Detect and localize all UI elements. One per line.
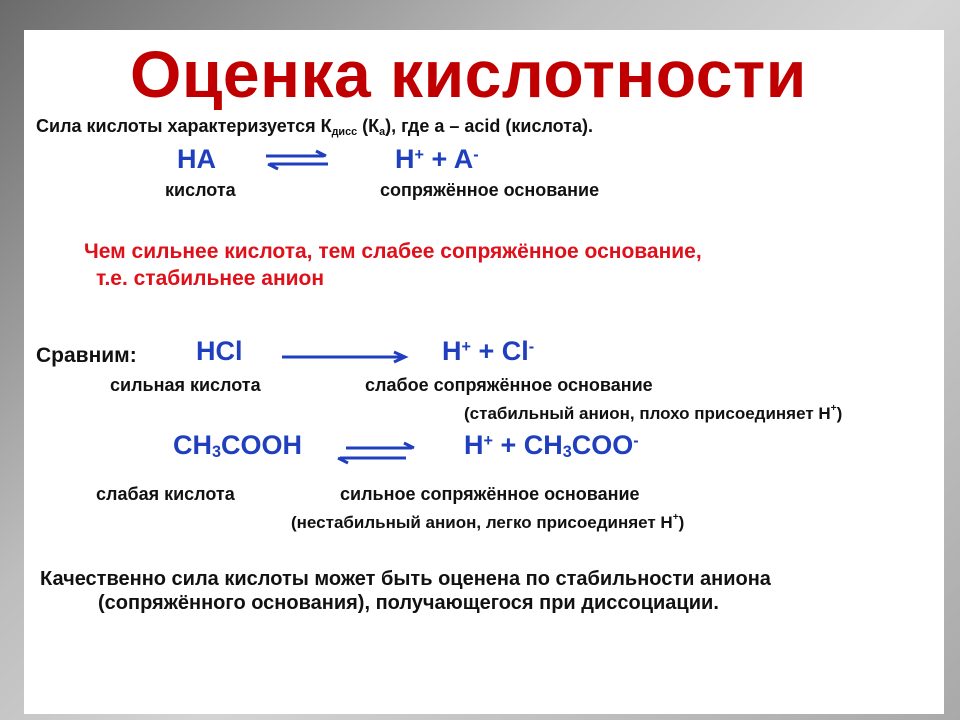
conclusion-line-1: Качественно сила кислоты может быть оценена по стабильности аниона [40,568,771,590]
equilibrium-arrow-icon [338,442,418,464]
equilibrium-arrow-icon [264,150,330,170]
intro-text: Сила кислоты характеризуется $К_{дисс}$ $(К_а)$, где a – acid (кислота). [36,116,594,138]
hcl-note: (стабильный анион, плохо присоединяет H+) [464,403,843,423]
slide-title: Оценка кислотности [130,37,807,111]
acetic-left-label: слабая кислота [96,484,235,504]
hcl-products: H+ + Cl- [442,336,535,366]
forward-arrow-icon [280,350,410,364]
hcl-formula: HCl [196,336,243,366]
acetic-products: $H^+ + CH_3COO^-$ [464,430,639,461]
eq1-left: HA [177,144,216,174]
eq1-right: H+ + A- [395,144,479,174]
conclusion-line-2: (сопряжённого основания), получающегося при диссоциации. [98,592,719,614]
acetic-formula: $CH_3COOH$ [173,430,303,461]
principle-line-1: Чем сильнее кислота, тем слабее сопряжённое основание, [84,240,702,263]
hcl-left-label: сильная кислота [110,375,261,395]
compare-label: Сравним: [36,344,137,367]
principle-line-2: т.е. стабильнее анион [96,267,325,290]
slide [24,30,944,714]
acetic-right-label: сильное сопряжённое основание [340,484,640,504]
eq1-right-label: сопряжённое основание [380,180,600,200]
hcl-right-label: слабое сопряжённое основание [365,375,653,395]
acetic-note: (нестабильный анион, легко присоединяет H+) [291,512,685,532]
eq1-left-label: кислота [165,180,236,200]
